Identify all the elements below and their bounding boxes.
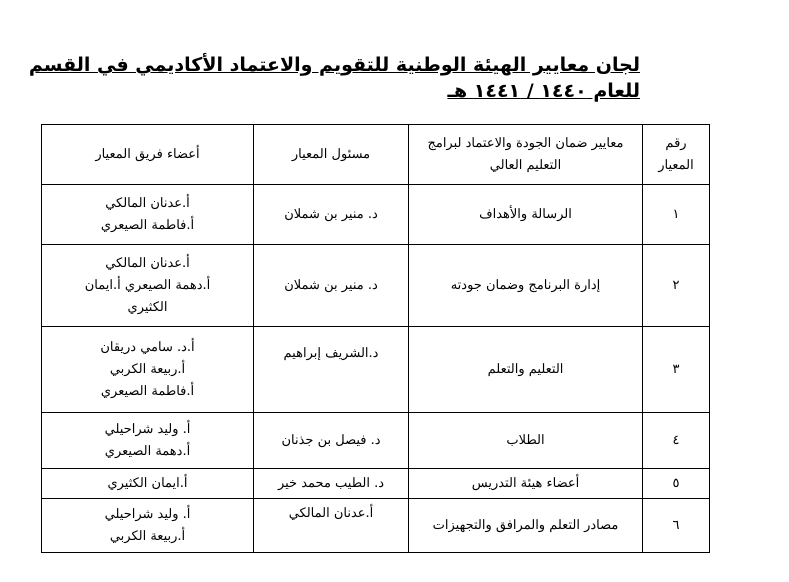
row-standard: التعليم والتعلم [409,327,643,413]
table-row [42,245,710,327]
row-members [42,499,254,553]
member-name: أ.عدنان المالكي [105,255,190,271]
row-standard: أعضاء هيئة التدريس [409,469,643,499]
row-standard: إدارة البرنامج وضمان جودته [409,245,643,327]
row-responsible: أ.عدنان المالكي [254,499,409,553]
row-members [42,469,254,499]
member-name: أ.ربيعة الكربي [109,361,186,377]
table-row [42,327,710,413]
row-responsible: د. فيصل بن جذنان [254,413,409,469]
row-number: ٦ [643,499,710,553]
row-number: ٥ [643,469,710,499]
row-standard: مصادر التعلم والمرافق والتجهيزات [409,499,643,553]
table-header-row [42,125,710,185]
row-standard: الطلاب [409,413,643,469]
page-title: لجان معايير الهيئة الوطنية للتقويم والاعتماد الأكاديمي في القسم [28,54,640,76]
member-name: أ.ربيعة الكربي [109,528,186,544]
row-number: ٢ [643,245,710,327]
table-row [42,185,710,245]
row-responsible: د. منير بن شملان [254,185,409,245]
member-name: أ.دهمة الصيعري أ.ايمان [84,277,211,293]
row-number: ٤ [643,413,710,469]
row-members [42,185,254,245]
row-members [42,245,254,327]
member-name: أ. وليد شراحيلي [104,421,191,437]
member-name: أ.ايمان الكثيري [107,475,188,491]
header-number-line1: رقم [665,135,687,151]
committees-table [41,124,710,553]
header-standard-line2: التعليم العالي [489,157,562,173]
header-number-line2: المعيار [658,157,694,173]
member-name: أ. وليد شراحيلي [104,506,191,522]
row-responsible: د. منير بن شملان [254,245,409,327]
row-number: ١ [643,185,710,245]
row-members [42,413,254,469]
row-standard: الرسالة والأهداف [409,185,643,245]
header-number [643,125,710,185]
member-name: أ.فاطمة الصيعري [100,383,195,399]
header-responsible: مسئول المعيار [254,125,409,185]
table-row [42,469,710,499]
member-name: أ.عدنان المالكي [105,195,190,211]
member-name: أ.دهمة الصيعري [104,443,191,459]
row-responsible: د.الشريف إبراهيم [254,327,409,413]
header-standard [409,125,643,185]
member-name: أ.د. سامي دريقان [100,339,195,355]
page-subtitle-year: للعام ١٤٤٠ / ١٤٤١ هـ [447,80,640,102]
table-row [42,413,710,469]
member-name: الكثيري [127,299,168,315]
header-standard-line1: معايير ضمان الجودة والاعتماد لبرامج [427,135,624,151]
header-members: أعضاء فريق المعيار [42,125,254,185]
row-responsible: د. الطيب محمد خير [254,469,409,499]
row-members [42,327,254,413]
row-number: ٣ [643,327,710,413]
member-name: أ.فاطمة الصيعري [100,217,195,233]
table-row [42,499,710,553]
